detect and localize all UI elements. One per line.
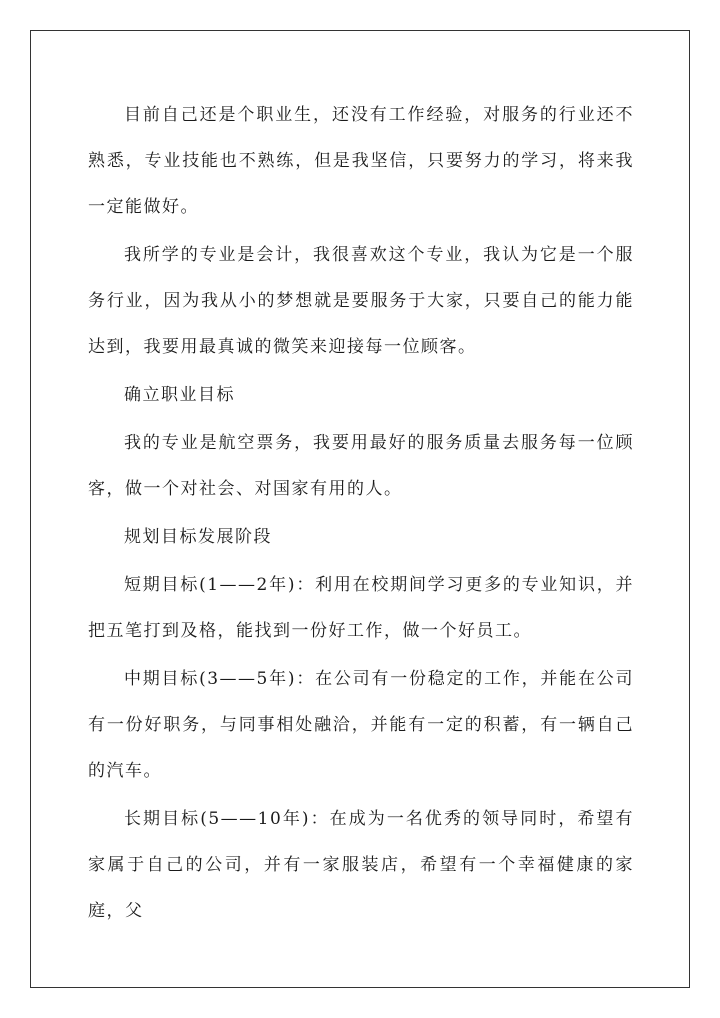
paragraph-mid-term: 中期目标(3——5年)：在公司有一份稳定的工作，并能在公司有一份好职务，与同事相处融洽，并能有一定的积蓄，有一辆自己的汽车。 <box>88 669 634 781</box>
section-heading-stages: 规划目标发展阶段 <box>124 527 272 547</box>
paragraph-long-term: 长期目标(5——10年)：在成为一名优秀的领导同时，希望有家属于自己的公司，并有一家服装店，希望有一个幸福健康的家庭，父 <box>88 809 634 921</box>
paragraph-2: 我所学的专业是会计，我很喜欢这个专业，我认为它是一个服务行业，因为我从小的梦想就是要服务于大家，只要自己的能力能达到，我要用最真诚的微笑来迎接每一位顾客。 <box>88 245 634 357</box>
paragraph-3: 我的专业是航空票务，我要用最好的服务质量去服务每一位顾客，做一个对社会、对国家有用的人。 <box>88 433 634 499</box>
paragraph-short-term: 短期目标(1——2年)：利用在校期间学习更多的专业知识，并把五笔打到及格，能找到一份好工作，做一个好员工。 <box>88 575 634 641</box>
document-body <box>88 92 634 934</box>
section-heading-career-goal: 确立职业目标 <box>124 385 235 405</box>
paragraph-1: 目前自己还是个职业生，还没有工作经验，对服务的行业还不熟悉，专业技能也不熟练，但是我坚信，只要努力的学习，将来我一定能做好。 <box>88 105 634 217</box>
